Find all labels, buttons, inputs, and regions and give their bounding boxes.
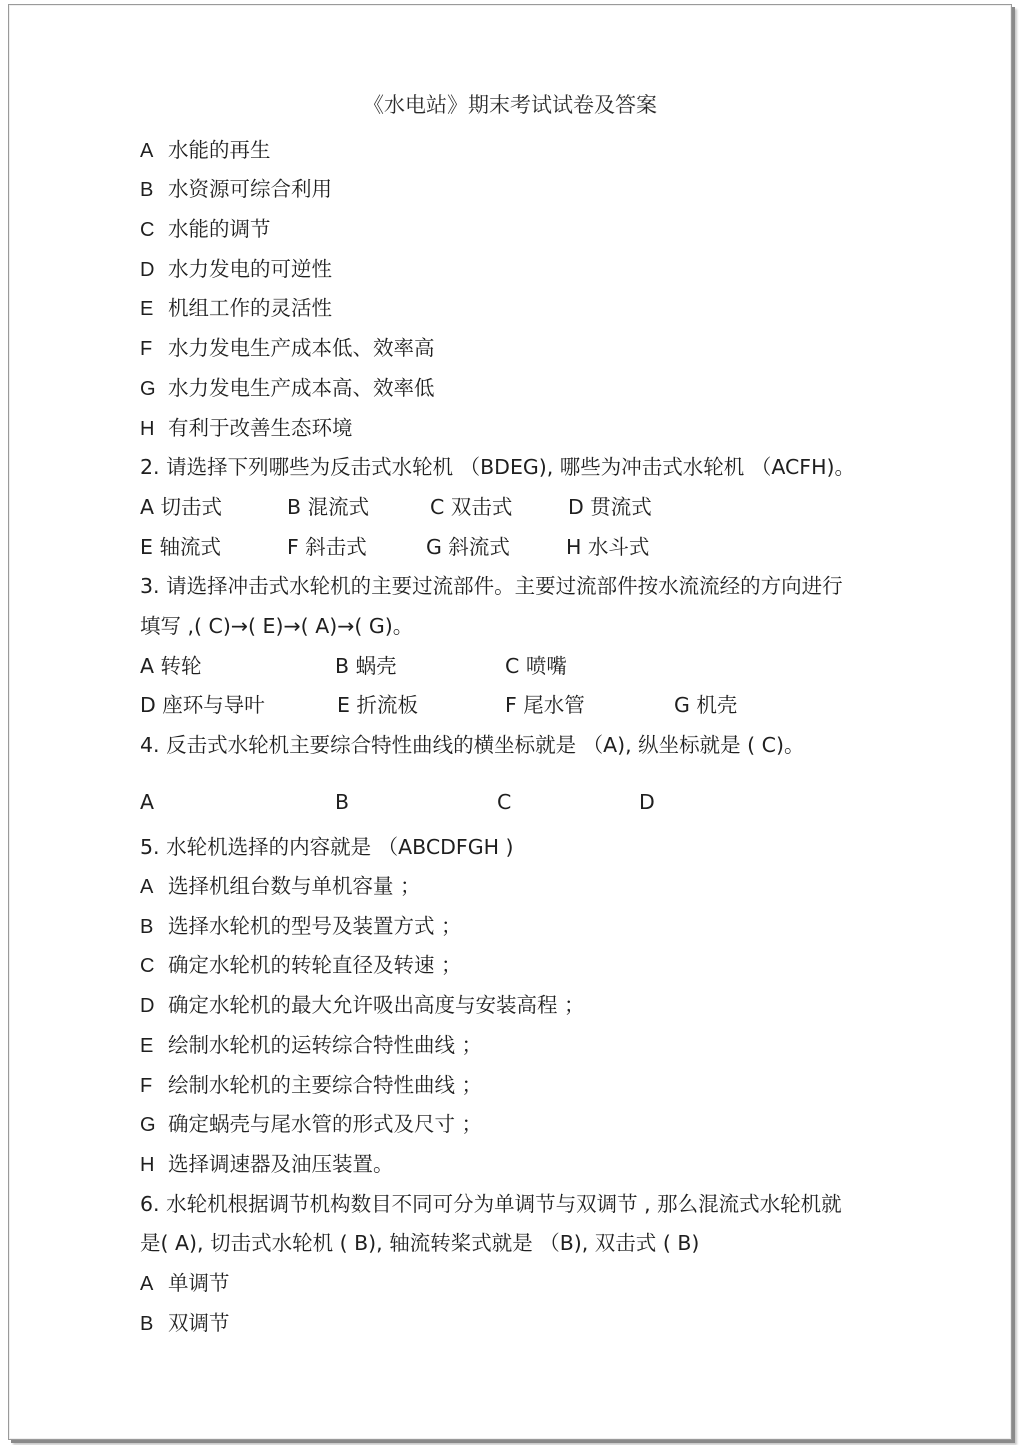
option-text: 水力发电的可逆性 <box>168 257 332 281</box>
list-item <box>140 174 332 205</box>
list-item: G 机壳 <box>674 693 738 717</box>
list-item: E 折流板 <box>337 693 418 717</box>
list-item: F 尾水管 <box>505 693 585 717</box>
option-label: B <box>140 916 154 938</box>
option-text: 双调节 <box>168 1311 230 1335</box>
question-4: 4. 反击式水轮机主要综合特性曲线的横坐标就是 （A), 纵坐标就是 ( C)。 <box>140 733 805 757</box>
option-text: 确定水轮机的最大允许吸出高度与安装高程 ； <box>168 993 585 1017</box>
list-item: G 斜流式 <box>426 535 510 559</box>
option-text: 水力发电生产成本高、效率低 <box>168 376 435 400</box>
list-item <box>140 1308 230 1339</box>
question-6: 6. 水轮机根据调节机构数目不同可分为单调节与双调节 , 那么混流式水轮机就 <box>140 1192 842 1216</box>
list-item <box>140 413 353 444</box>
list-item <box>140 911 462 942</box>
option-label: A <box>140 1273 154 1295</box>
option-label: D <box>140 259 155 281</box>
option-label: B <box>140 179 154 201</box>
option-text: 有利于改善生态环境 <box>168 416 353 440</box>
list-item <box>140 1268 230 1299</box>
list-item <box>140 214 271 245</box>
list-item: A <box>140 790 155 814</box>
option-text: 单调节 <box>168 1271 230 1295</box>
option-label: D <box>140 995 155 1017</box>
option-text: 选择机组台数与单机容量 ； <box>168 874 421 898</box>
q2-option-row <box>140 492 740 522</box>
list-item: F 斜击式 <box>287 535 367 559</box>
list-item: D 座环与导叶 <box>140 693 265 717</box>
option-text: 水能的再生 <box>168 138 271 162</box>
list-item: C 喷嘴 <box>505 654 567 678</box>
list-item: A 转轮 <box>140 654 202 678</box>
option-text: 绘制水轮机的主要综合特性曲线 ； <box>168 1073 483 1097</box>
option-label: E <box>140 1035 154 1057</box>
option-label: G <box>140 1114 156 1136</box>
option-label: A <box>140 140 154 162</box>
option-text: 绘制水轮机的运转综合特性曲线 ； <box>168 1033 483 1057</box>
list-item <box>140 871 421 902</box>
page-title: 《水电站》期末考试试卷及答案 <box>363 93 657 117</box>
list-item: C 双击式 <box>430 495 513 519</box>
list-item: E 轴流式 <box>140 535 221 559</box>
option-label: C <box>140 219 155 241</box>
option-label: C <box>140 955 155 977</box>
list-item <box>140 1030 482 1061</box>
list-item <box>140 1149 394 1180</box>
list-item <box>140 1109 482 1140</box>
option-label: A <box>140 876 154 898</box>
list-item: B <box>335 790 350 814</box>
q2-option-row <box>140 532 740 562</box>
list-item <box>140 1070 482 1101</box>
list-item <box>140 990 585 1021</box>
question-3: 3. 请选择冲击式水轮机的主要过流部件。主要过流部件按水流流经的方向进行 <box>140 574 843 598</box>
option-label: B <box>140 1313 154 1335</box>
list-item: A 切击式 <box>140 495 223 519</box>
q3-option-row <box>140 651 840 681</box>
q3-option-row <box>140 690 840 720</box>
question-3-cont: 填写 ,( C)→( E)→( A)→( G)。 <box>140 614 414 638</box>
q4-option-row <box>140 787 740 817</box>
question-2: 2. 请选择下列哪些为反击式水轮机 （BDEG), 哪些为冲击式水轮机 （ACFH)。 <box>140 455 856 479</box>
option-text: 水力发电生产成本低、效率高 <box>168 336 435 360</box>
list-item <box>140 333 435 364</box>
option-text: 选择调速器及油压装置。 <box>168 1152 394 1176</box>
list-item: D 贯流式 <box>568 495 652 519</box>
option-text: 水资源可综合利用 <box>168 177 332 201</box>
option-label: H <box>140 1154 155 1176</box>
list-item: D <box>639 790 655 814</box>
option-label: F <box>140 338 153 360</box>
option-text: 确定蜗壳与尾水管的形式及尺寸 ； <box>168 1112 483 1136</box>
option-text: 机组工作的灵活性 <box>168 296 332 320</box>
option-text: 选择水轮机的型号及装置方式 ； <box>168 914 462 938</box>
option-label: F <box>140 1075 153 1097</box>
question-5: 5. 水轮机选择的内容就是 （ABCDFGH ) <box>140 835 514 859</box>
option-label: E <box>140 298 154 320</box>
document-page <box>8 4 1012 1440</box>
list-item <box>140 950 462 981</box>
list-item <box>140 135 271 166</box>
list-item: C <box>497 790 512 814</box>
question-6-cont: 是( A), 切击式水轮机 ( B), 轴流转桨式就是 （B), 双击式 ( B) <box>140 1231 700 1255</box>
list-item <box>140 373 435 404</box>
option-label: H <box>140 418 155 440</box>
list-item: H 水斗式 <box>566 535 650 559</box>
option-text: 确定水轮机的转轮直径及转速 ； <box>168 953 462 977</box>
list-item: B 混流式 <box>287 495 370 519</box>
list-item: B 蜗壳 <box>335 654 397 678</box>
list-item <box>140 293 332 324</box>
option-text: 水能的调节 <box>168 217 271 241</box>
list-item <box>140 254 332 285</box>
option-label: G <box>140 378 156 400</box>
